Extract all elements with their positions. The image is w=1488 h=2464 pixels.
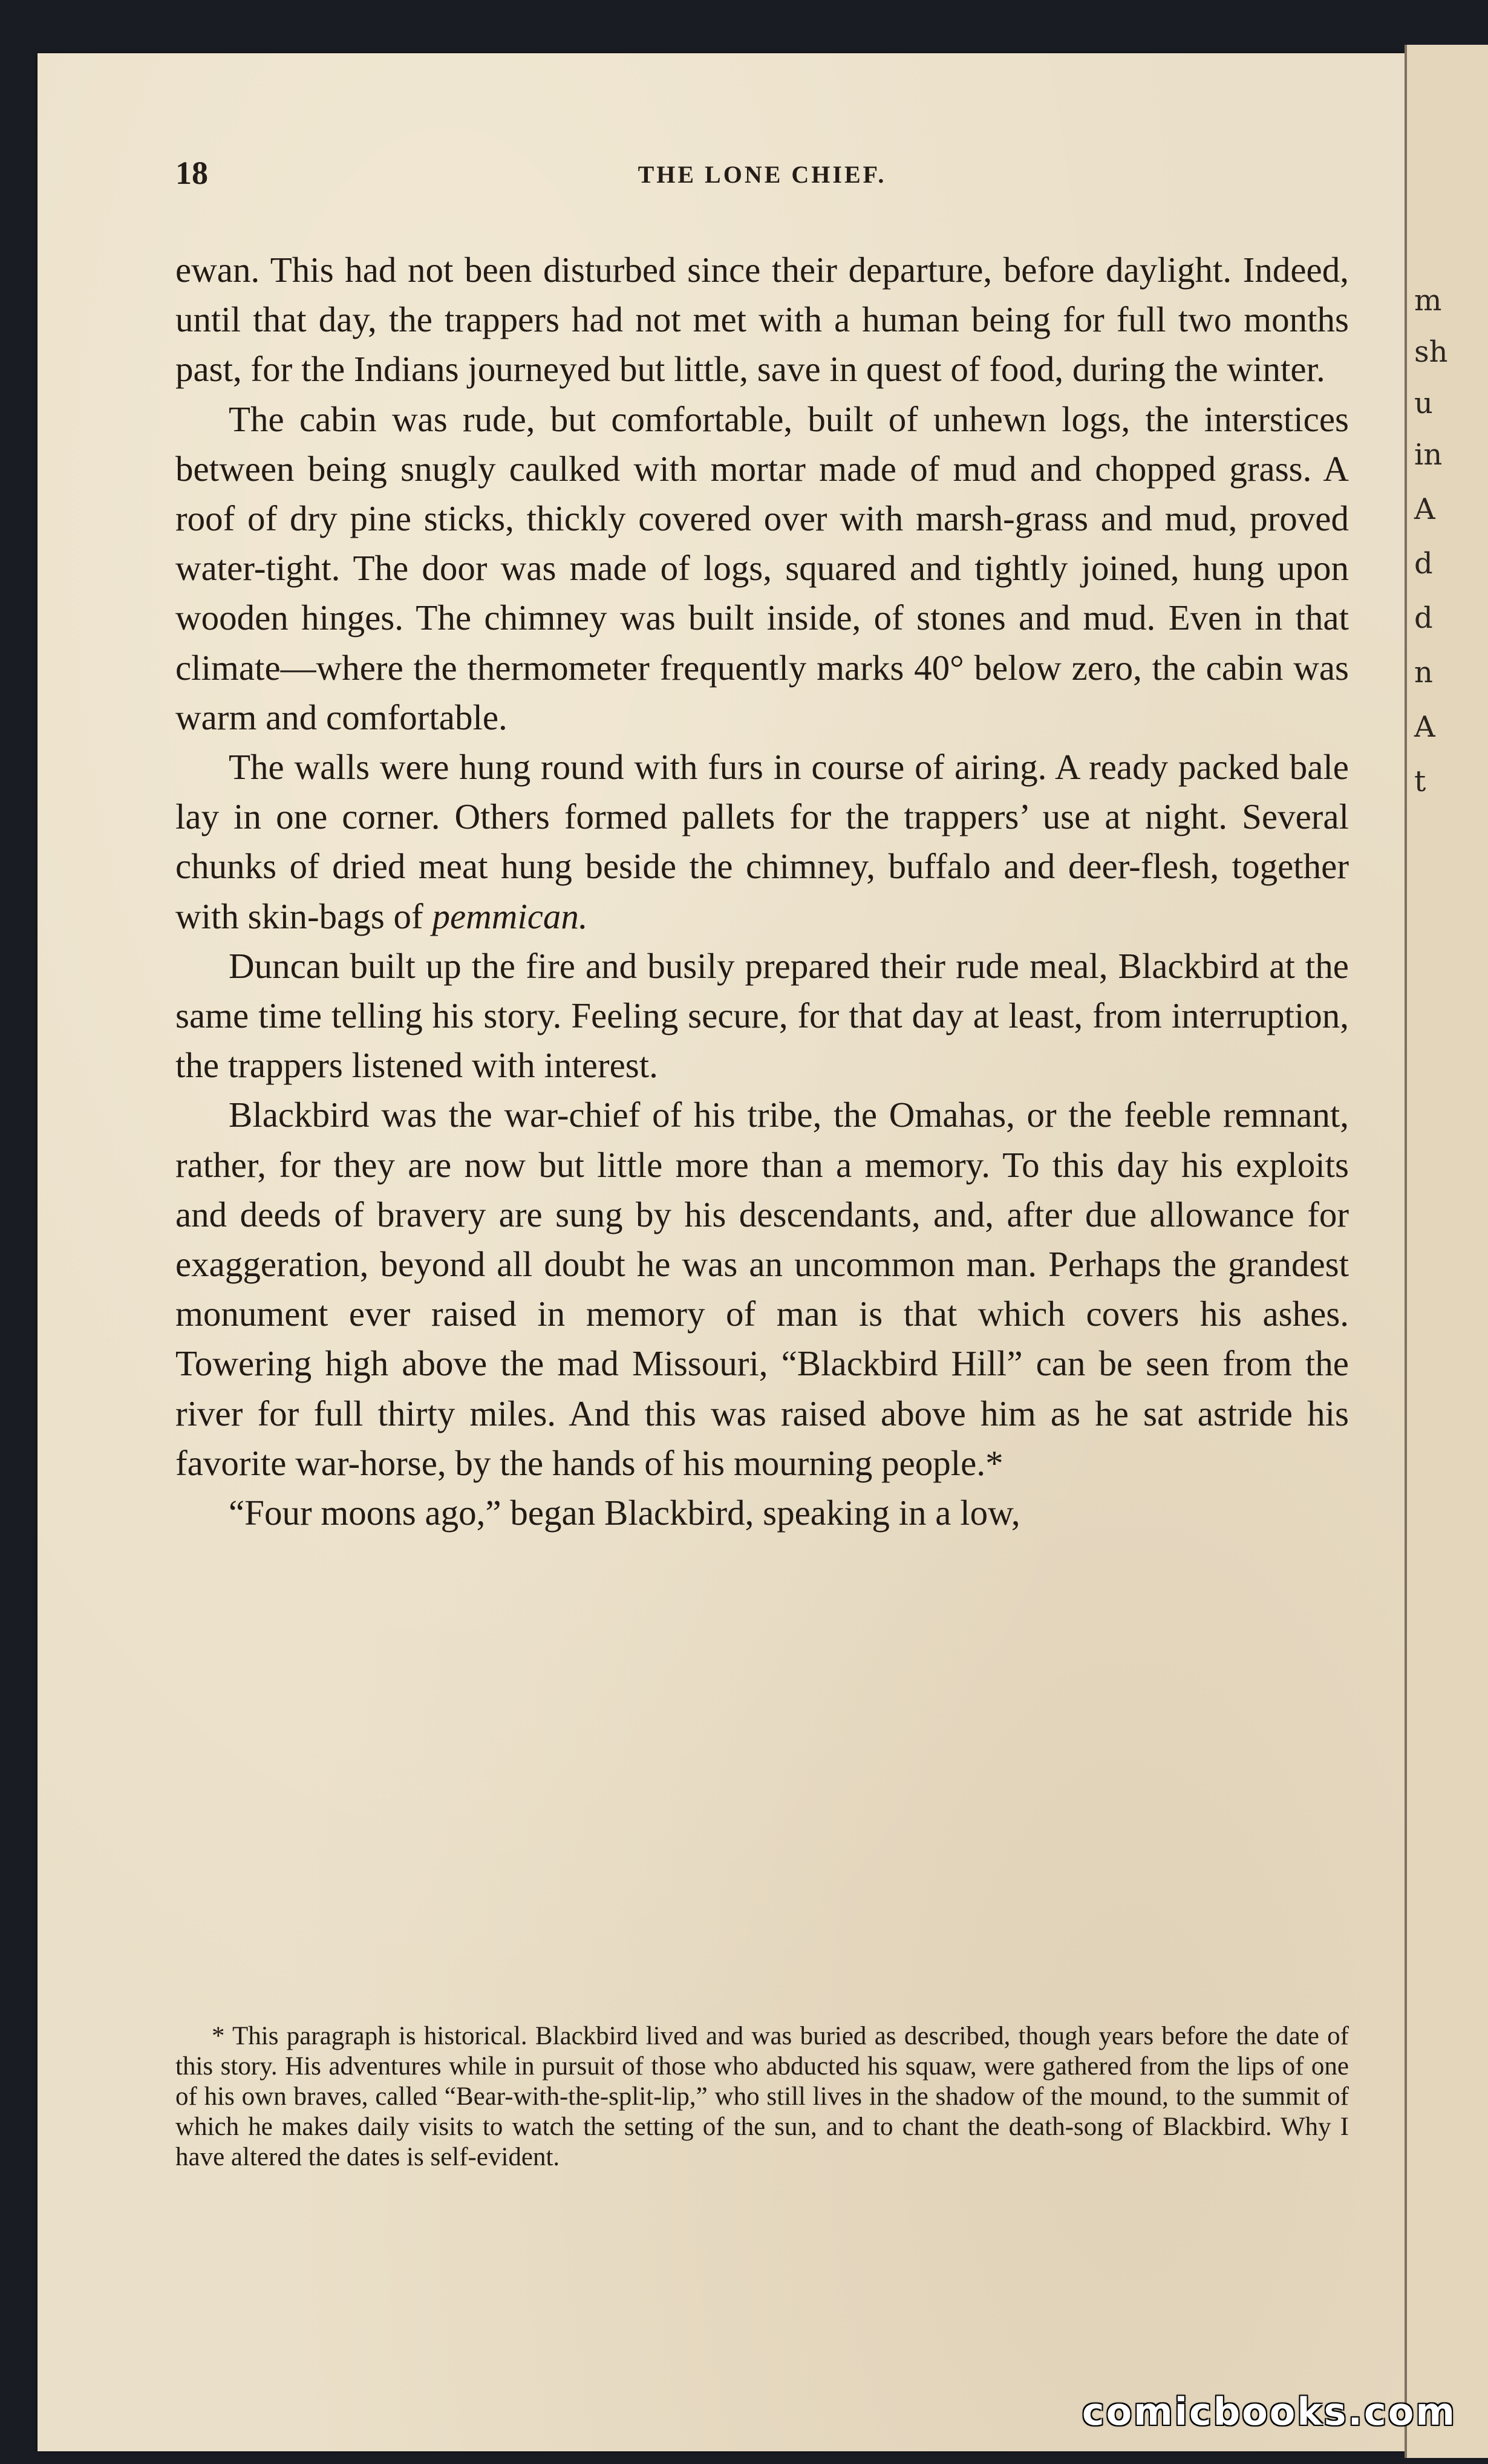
adjacent-page-fragment: A — [1414, 710, 1435, 744]
paragraph: Duncan built up the fire and busily prepared their rude meal, Blackbird at the same time telling his story. Feeling secure, for that day at least, from interruption, the trappers listened with interest. — [175, 945, 1349, 1086]
paragraph: The cabin was rude, but comfortable, built of unhewn logs, the interstices between being snugly caulked with mortar made of mud and chopped grass. A roof of dry pine sticks, thickly covered over with marsh-grass and mud, proved water-tight. The door was made of logs, squared and tightly joined, hung upon wooden hinges. The chimney was built inside, of stones and mud. Even in that climate—where the thermometer frequently marks 40° below zero, the cabin was warm and comfortable. — [175, 399, 1349, 737]
paragraph — [175, 742, 1349, 941]
adjacent-page-fragment: sh — [1414, 335, 1448, 369]
adjacent-page-fragment: n — [1414, 656, 1433, 689]
footnote: * This paragraph is historical. Blackbird lived and was buried as described, though years before the date of this story. His adventures while in pursuit of those who abducted his squaw, were gathered from the lips of one of his own braves, called “Bear-with-the-split-lip,” who still lives in the shadow of the mound, to the summit of which he makes daily visits to watch the setting of the sun, and to chant the death-song of Blackbird. Why I have altered the dates is self-evident. — [175, 2022, 1349, 2171]
page-header — [175, 154, 1349, 203]
adjacent-page-fragment: d — [1414, 547, 1433, 581]
adjacent-page-fragment: m — [1414, 284, 1442, 318]
adjacent-page-fragment: in — [1414, 438, 1443, 472]
adjacent-page-fragment: A — [1414, 492, 1435, 526]
adjacent-page-fragment: d — [1414, 601, 1433, 635]
body-text — [175, 245, 1349, 1537]
paragraph: “Four moons ago,” began Blackbird, speaking in a low, — [229, 1493, 1020, 1533]
watermark: comicbooks.com — [1082, 2390, 1457, 2434]
adjacent-page-fragment: t — [1414, 764, 1426, 798]
page-number: 18 — [175, 155, 208, 191]
italic-term: pemmican. — [432, 896, 588, 936]
adjacent-page-edge — [1405, 45, 1488, 2458]
paragraph: ewan. This had not been disturbed since their departure, before daylight. Indeed, until that day, the trappers had not met with a human being for full two months past, for the Indians journeyed but little, save in quest of food, during the winter. — [175, 250, 1349, 389]
paragraph: Blackbird was the war-chief of his tribe, the Omahas, or the feeble remnant, rather, for they are now but little more than a memory. To this day his exploits and deeds of bravery are sung by his descendants, and, after due allowance for exaggeration, beyond all doubt he was an uncommon man. Perhaps the grandest monument ever raised in memory of man is that which covers his ashes. Towering high above the mad Missouri, “Blackbird Hill” can be seen from the river for full thirty miles. And this was raised above him as he sat astride his favorite war-horse, by the hands of his mourning people.* — [175, 1095, 1349, 1483]
adjacent-page-fragment: u — [1414, 386, 1433, 420]
paragraph-text: The walls were hung round with furs in course of airing. A ready packed bale lay in one corner. Others formed pallets for the trappers’ use at night. Several chunks of dried meat hung beside the chimney, buffalo and deer-flesh, together with skin-bags of — [175, 747, 1349, 936]
running-head: THE LONE CHIEF. — [638, 161, 887, 188]
